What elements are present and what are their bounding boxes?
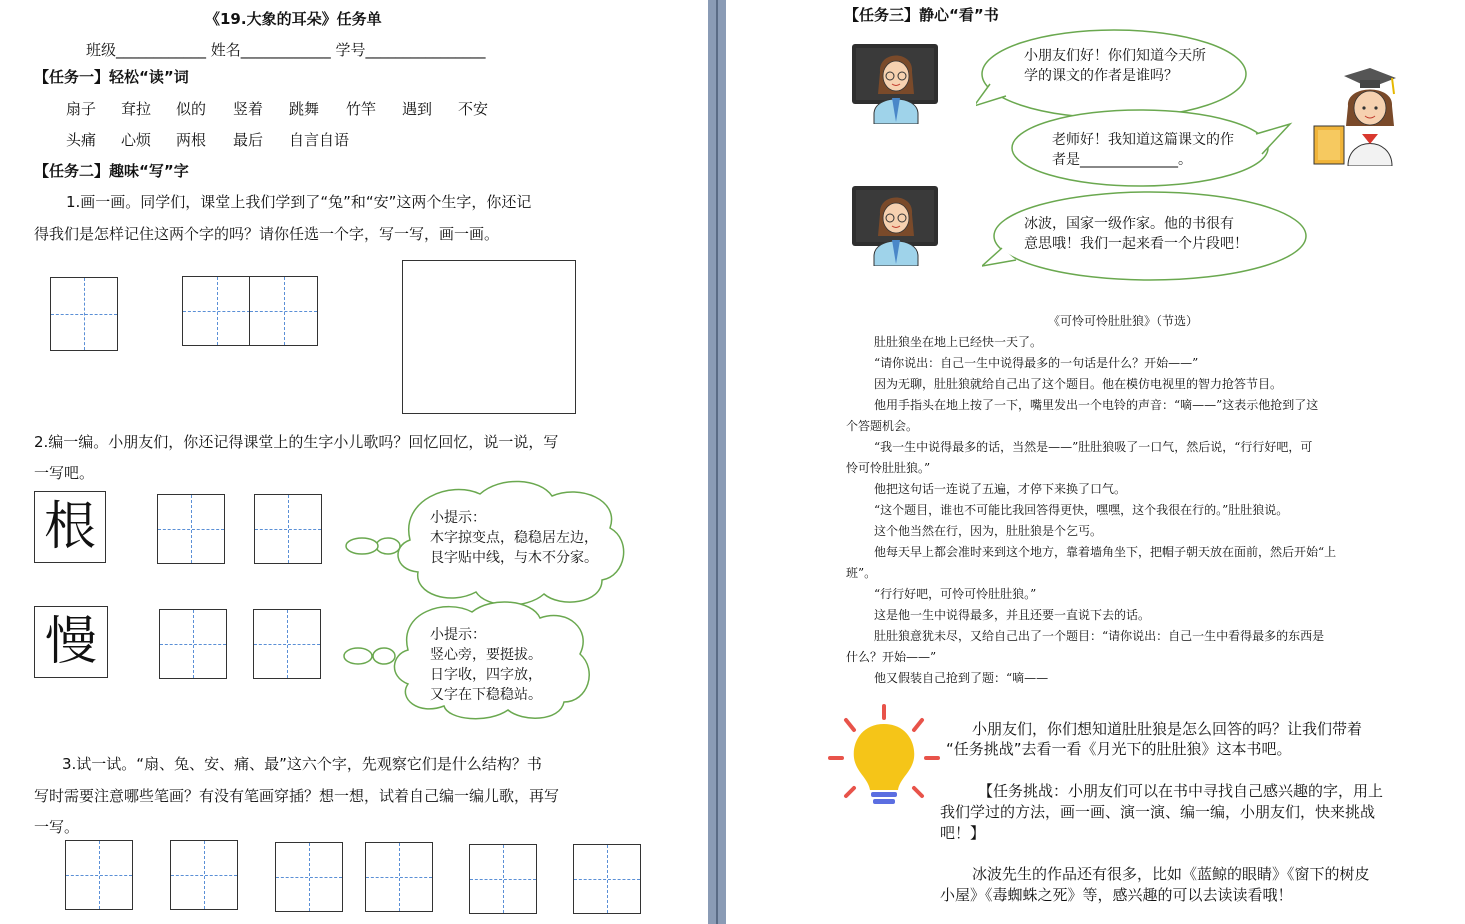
word: 头痛 (66, 131, 97, 149)
model-char-man: 慢 (34, 606, 108, 678)
task2-heading: 【任务二】趣味“写”字 (34, 162, 189, 180)
word: 自言自语 (289, 131, 350, 149)
page-title: 《19.大象的耳朵》任务单 (205, 10, 382, 28)
model-char-gen: 根 (34, 491, 106, 563)
story-line: 肚肚狼坐在地上已经快一天了。 (874, 335, 1043, 349)
bubble-line: 老师好！我知道这篇课文的作 (1052, 132, 1234, 148)
writing-grid[interactable] (65, 840, 133, 910)
para1-line2: “任务挑战”去看一看《月光下的肚肚狼》这本书吧。 (946, 740, 1292, 758)
writing-grid[interactable] (365, 842, 433, 912)
story-line: 他每天早上都会准时来到这个地方，靠着墙角坐下，把帽子朝天放在面前，然后开始“上 (874, 545, 1337, 559)
story-title: 《可怜可怜肚肚狼》（节选） (1048, 314, 1199, 328)
writing-grid[interactable] (182, 276, 251, 346)
bubble-line: 者是______________。 (1052, 152, 1192, 168)
story-line: 这是他一生中说得最多，并且还要一直说下去的话。 (874, 608, 1151, 622)
story-line: 他又假装自己抢到了题：“嘀—— (874, 671, 1049, 685)
q1-line1: 1.画一画。同学们，课堂上我们学到了“兔”和“安”这两个生字，你还记 (66, 193, 532, 211)
lightbulb-icon (826, 700, 942, 812)
story-line: 他用手指头在地上按了一下，嘴里发出一个电铃的声音：“嘀——”这表示他抢到了这 (874, 398, 1319, 412)
writing-grid[interactable] (254, 494, 322, 564)
word: 耷拉 (121, 100, 152, 118)
para3-line2: 小屋》《毒蜘蛛之死》等，感兴趣的可以去读读看哦！ (940, 886, 1293, 904)
page-gutter (708, 0, 726, 924)
tip-line: 又字在下稳稳站。 (430, 687, 542, 703)
tip-line: 小提示： (430, 510, 486, 526)
bubble-line: 意思哦！我们一起来看一个片段吧！ (1024, 236, 1248, 252)
writing-grid[interactable] (275, 842, 343, 912)
writing-grid[interactable] (170, 840, 238, 910)
writing-grid[interactable] (253, 609, 321, 679)
story-line: 班”。 (846, 566, 877, 580)
right-page (726, 0, 1465, 924)
tip-line: 竖心旁，要挺拔。 (430, 647, 542, 663)
teacher-illustration (852, 42, 940, 124)
story-line: “这个题目，谁也不可能比我回答得更快，嘿嘿，这个我很在行的。”肚肚狼说。 (874, 503, 1289, 517)
story-line: 个答题机会。 (846, 419, 919, 433)
task1-heading: 【任务一】轻松“读”词 (34, 68, 189, 86)
q3-line2: 写时需要注意哪些笔画？有没有笔画穿插？想一想，试着自己编一编儿歌，再写 (34, 787, 560, 805)
task3-heading: 【任务三】静心“看”书 (844, 6, 999, 24)
bubble-line: 冰波，国家一级作家。他的书很有 (1024, 216, 1234, 232)
word: 两根 (176, 131, 207, 149)
story-line: “行行好吧，可怜可怜肚肚狼。” (874, 587, 1037, 601)
left-page (0, 0, 708, 924)
writing-grid[interactable] (573, 844, 641, 914)
q3-line1: 3.试一试。“扇、兔、安、痛、最”这六个字，先观察它们是什么结构？书 (62, 755, 542, 773)
tip-line: 艮字贴中线，与木不分家。 (430, 550, 598, 566)
story-line: “请你说出：自己一生中说得最多的一句话是什么？开始——” (874, 356, 1199, 370)
tip1-text (430, 508, 598, 568)
bubble-line: 小朋友们好！你们知道今天所 (1024, 48, 1206, 64)
tip-line: 木字掠变点，稳稳居左边， (430, 530, 598, 546)
para2-line2: 我们学过的方法，画一画、演一演、编一编，小朋友们，快来挑战 (940, 803, 1376, 821)
words-row-1 (66, 98, 498, 119)
writing-grid[interactable] (159, 609, 227, 679)
bubble-line: 学的课文的作者是谁吗？ (1024, 68, 1178, 84)
words-row-2 (66, 129, 369, 150)
word: 扇子 (66, 100, 97, 118)
student-illustration (1312, 66, 1404, 166)
para3-line1: 冰波先生的作品还有很多，比如《蓝鲸的眼睛》《窗下的树皮 (972, 865, 1370, 883)
story-line: “我一生中说得最多的话，当然是——”肚肚狼吸了一口气，然后说，“行行好吧，可 (874, 440, 1313, 454)
para1-line1: 小朋友们，你们想知道肚肚狼是怎么回答的吗？让我们带着 (972, 720, 1363, 738)
info-line: 班级____________ 姓名____________ 学号________________ (86, 41, 486, 59)
story-line: 肚肚狼意犹未尽，又给自己出了一个题目：“请你说出：自己一生中看得最多的东西是 (874, 629, 1325, 643)
drawing-box[interactable] (402, 260, 576, 414)
word: 不安 (458, 100, 489, 118)
para2-line1: 【任务挑战：小朋友们可以在书中寻找自己感兴趣的字，用上 (978, 782, 1384, 800)
word: 竖着 (233, 100, 264, 118)
story-line: 这个他当然在行，因为，肚肚狼是个乞丐。 (874, 524, 1103, 538)
word: 遇到 (402, 100, 433, 118)
q2-line1: 2.编一编。小朋友们，你还记得课堂上的生字小儿歌吗？回忆回忆，说一说，写 (34, 433, 559, 451)
story-line: 他把这句话一连说了五遍，才停下来换了口气。 (874, 482, 1127, 496)
writing-grid[interactable] (469, 844, 537, 914)
word: 跳舞 (289, 100, 320, 118)
word: 最后 (233, 131, 264, 149)
tip-line: 小提示： (430, 627, 486, 643)
tip-line: 日字收，四字放， (430, 667, 542, 683)
word: 似的 (176, 100, 207, 118)
para2-line3: 吧！】 (940, 824, 986, 842)
teacher-illustration (852, 184, 940, 266)
q1-line2: 得我们是怎样记住这两个字的吗？请你任选一个字，写一写，画一画。 (34, 225, 500, 243)
word: 竹竿 (346, 100, 377, 118)
bubble3-text (1024, 214, 1248, 254)
story-line: 怜可怜肚肚狼。” (846, 461, 931, 475)
writing-grid[interactable] (50, 277, 118, 351)
tip2-text (430, 625, 542, 705)
bubble1-text (1024, 46, 1206, 86)
q3-line3: 一写。 (34, 818, 80, 836)
story-line: 因为无聊，肚肚狼就给自己出了这个题目。他在模仿电视里的智力抢答节目。 (874, 377, 1283, 391)
q2-line2: 一写吧。 (34, 464, 95, 482)
word: 心烦 (121, 131, 152, 149)
writing-grid[interactable] (157, 494, 225, 564)
story-line: 什么？开始——” (846, 650, 937, 664)
bubble2-text (1052, 130, 1234, 170)
writing-grid[interactable] (249, 276, 318, 346)
